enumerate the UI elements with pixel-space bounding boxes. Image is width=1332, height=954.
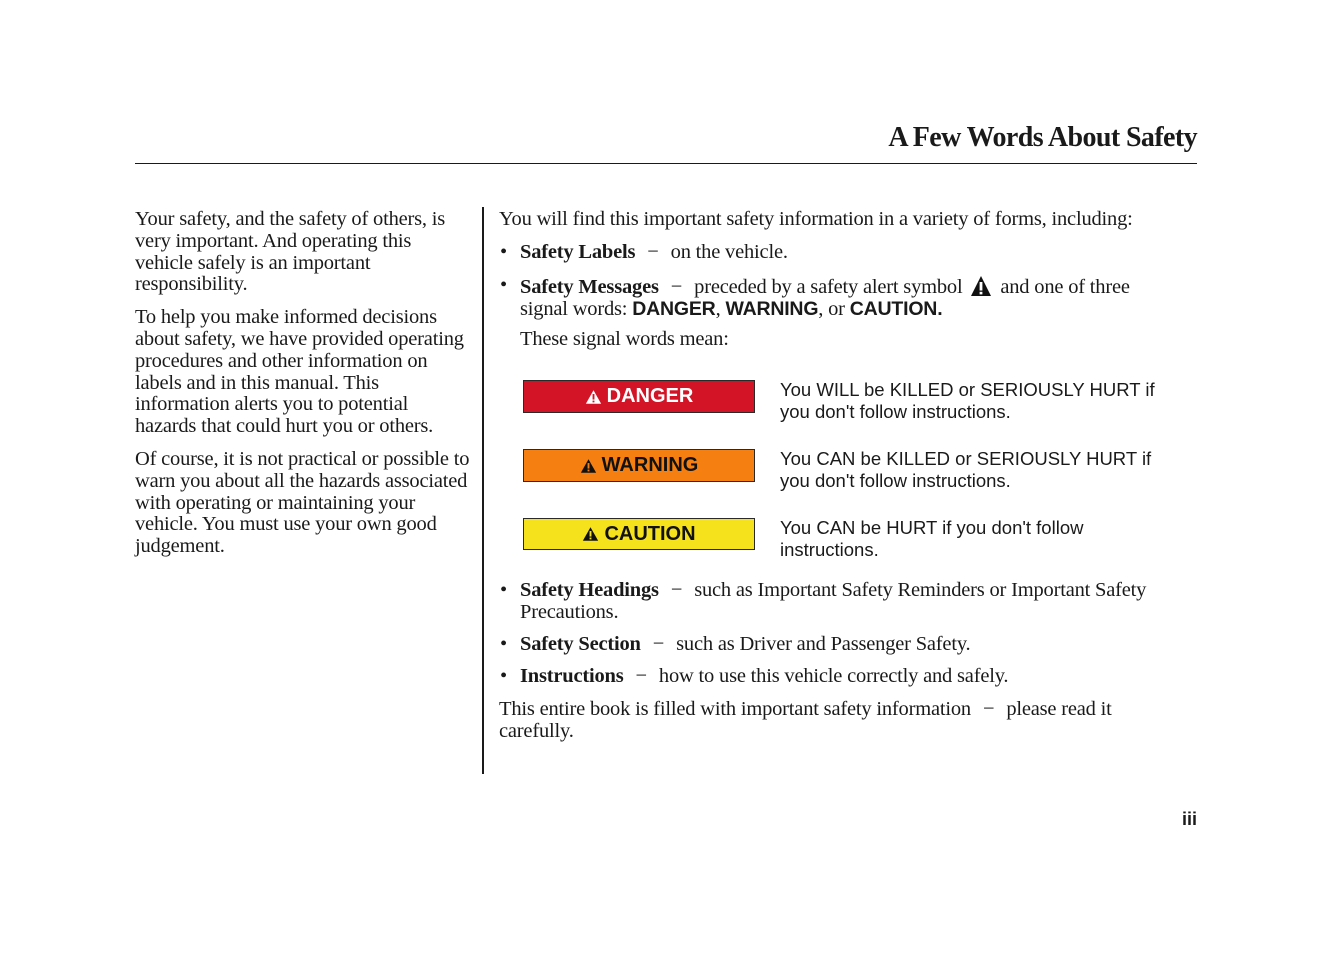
- warning-alert-icon: [580, 458, 597, 474]
- closing-paragraph: [499, 699, 1179, 743]
- caution-label-box: [523, 518, 755, 550]
- dash: −: [635, 665, 647, 687]
- caution-alert-icon: [582, 526, 599, 542]
- intro-paragraph-1: Your safety, and the safety of others, is very important. And operating this vehicle safely is an important responsibility.: [135, 208, 446, 296]
- closing-text: This entire book is filled with important safety information: [499, 698, 971, 720]
- bullet-dot: •: [500, 241, 507, 263]
- page-number: iii: [1181, 809, 1197, 829]
- or-text: , or: [818, 297, 845, 320]
- bullet-term: Instructions: [520, 665, 624, 687]
- bullet-safety-section: [520, 634, 1180, 656]
- bullet-term: Safety Messages: [520, 276, 659, 298]
- signal-word-warning: WARNING: [725, 297, 819, 320]
- warning-meaning: You CAN be KILLED or SERIOUSLY HURT if you don't follow instructions.: [780, 448, 1152, 491]
- bullet-text: preceded by a safety alert symbol: [694, 276, 963, 298]
- bullet-text: on the vehicle.: [670, 241, 788, 263]
- dash: −: [670, 579, 683, 601]
- intro-paragraph-3: Of course, it is not practical or possible to warn you about all the hazards associated with operating or maintaining your vehicle. You must use your own good judgement.: [135, 447, 470, 558]
- dash: −: [982, 698, 995, 720]
- dash: −: [670, 276, 683, 298]
- bullet-term: Safety Headings: [520, 579, 659, 601]
- bullet-text: such as Important Safety Reminders or Important Safety Precautions.: [520, 579, 1147, 623]
- bullet-instructions: [520, 666, 1180, 688]
- danger-meaning: You WILL be KILLED or SERIOUSLY HURT if you don't follow instructions.: [780, 379, 1155, 422]
- warning-label-box: [523, 449, 755, 482]
- caution-meaning: You CAN be HURT if you don't follow instructions.: [780, 517, 1084, 560]
- signal-word-caution: CAUTION: [849, 297, 938, 320]
- bullet-term: Safety Section: [520, 633, 641, 655]
- forms-intro: You will find this important safety information in a variety of forms, including:: [499, 208, 1133, 230]
- dash: −: [647, 241, 659, 263]
- bullet-safety-labels: [520, 242, 1180, 264]
- bullet-dot: •: [500, 633, 507, 655]
- bullet-dot: •: [500, 579, 507, 601]
- danger-alert-icon: [585, 389, 602, 405]
- bullet-dot: •: [500, 665, 507, 687]
- dash: −: [652, 633, 665, 655]
- danger-label-box: [523, 380, 755, 413]
- bullet-text: and one of three signal words:: [520, 276, 1130, 320]
- page-title: A Few Words About Safety: [888, 122, 1197, 153]
- signal-word-danger: DANGER: [632, 297, 716, 320]
- intro-paragraph-2: To help you make informed decisions about safety, we have provided operating procedures and other information on labels and in this manual. This information alerts you to potential hazards that could hurt you or others.: [135, 306, 464, 438]
- bullet-safety-headings: [520, 580, 1170, 624]
- bullet-term: Safety Labels: [520, 241, 636, 263]
- bullet-dot: •: [500, 274, 507, 296]
- closing-text: please read it carefully.: [499, 698, 1112, 742]
- period: .: [937, 297, 943, 320]
- danger-label: DANGER: [606, 385, 694, 407]
- safety-alert-symbol-icon: [970, 275, 992, 297]
- comma: ,: [715, 297, 721, 320]
- warning-label: WARNING: [601, 454, 699, 476]
- caution-label: CAUTION: [604, 522, 696, 545]
- bullet-safety-messages: [520, 275, 1160, 321]
- column-divider: [482, 207, 484, 774]
- title-rule: [135, 163, 1197, 164]
- bullet-text: such as Driver and Passenger Safety.: [676, 633, 971, 655]
- bullet-text: how to use this vehicle correctly and safely.: [658, 665, 1009, 687]
- signal-words-intro: These signal words mean:: [520, 328, 729, 350]
- left-column: [135, 209, 471, 569]
